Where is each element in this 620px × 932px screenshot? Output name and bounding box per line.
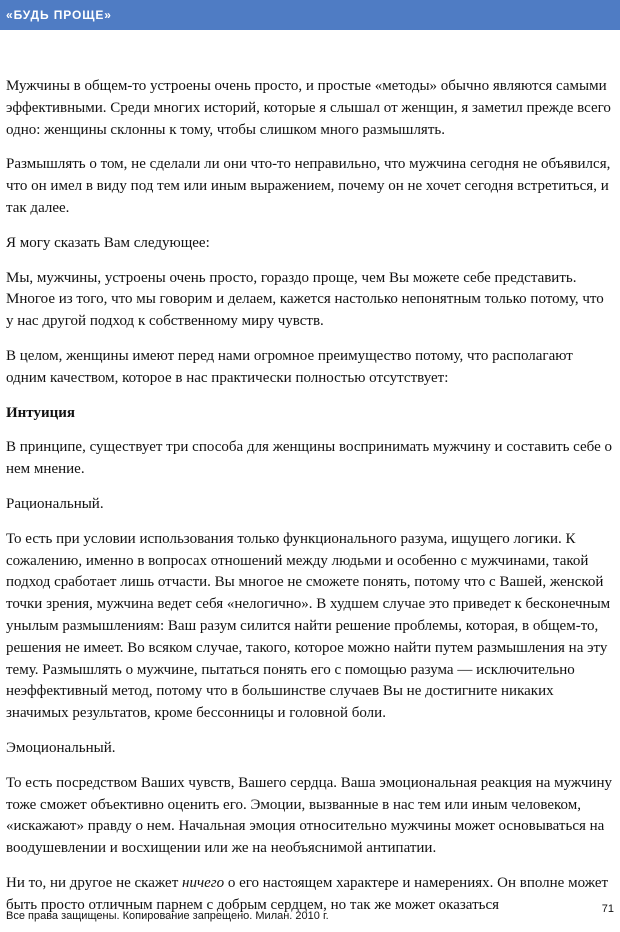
paragraph: Размышлять о том, не сделали ли они что-то неправильно, что мужчина сегодня не объявился, что он имел в виду под тем или иным выражением, почему он не хочет сегодня встретиться, и так далее. bbox=[6, 156, 611, 216]
paragraph: В целом, женщины имеют перед нами огромное преимущество потому, что располагают одним качеством, которое в нас практически полностью отсутствует: bbox=[6, 347, 573, 386]
emphasis-text: ничего bbox=[182, 874, 225, 891]
page-content bbox=[6, 76, 614, 930]
paragraph: Мы, мужчины, устроены очень просто, гораздо проще, чем Вы можете себе представить. Многое из того, что мы говорим и делаем, кажется настолько непонятным только потому, что у нас другой подход к собственному миру чувств. bbox=[6, 269, 604, 330]
paragraph: Мужчины в общем-то устроены очень просто, и простые «методы» обычно являются самыми эффективными. Среди многих историй, которые я слышал от женщин, я заметил прежде всего одно: женщины склонны к тому, чтобы слишком много размышлять. bbox=[6, 78, 611, 138]
paragraph: Я могу сказать Вам следующее: bbox=[6, 234, 210, 251]
paragraph-text: Ни то, ни другое не скажет bbox=[6, 874, 183, 891]
footer-copyright: Все права защищены. Копирование запрещено. Милан. 2010 г. bbox=[6, 910, 329, 922]
page-number: 71 bbox=[601, 903, 614, 915]
paragraph: Рациональный. bbox=[6, 495, 104, 512]
paragraph: В принципе, существует три способа для женщины воспринимать мужчину и составить себе о нем мнение. bbox=[6, 439, 613, 478]
paragraph: То есть при условии использования только функционального разума, ищущего логики. К сожалению, именно в вопросах отношений между людьми и особенно с мужчинами, такой подход сработает лишь отчасти. Вы многое не сможете понять, потому что с Вашей, женской точки зрения, мужчина ведет себя «нелогично». В худшем случае это приведет к бесконечным унылым размышлениям: Ваш разум силится найти решение проблемы, которая, в общем-то, решения не имеет. Во всяком случае, такого, которое можно найти путем размышления на эту тему. Размышлять о мужчине, пытаться понять его с помощью разума — исключительно неэффективный метод, потому что в большинстве случаев Вы не достигните никаких значимых результатов, кроме бессонницы и головной боли. bbox=[6, 530, 611, 722]
paragraph: Эмоциональный. bbox=[6, 739, 116, 756]
paragraph: То есть посредством Ваших чувств, Вашего сердца. Ваша эмоциональная реакция на мужчину тоже сможет объективно оценить его. Эмоции, вызванные в нас тем или иным человеком, «искажают» правду о нем. Начальная эмоция относительно мужчины может основываться на воодушевлении и восхищении или же на необъяснимой антипатии. bbox=[6, 774, 613, 857]
paragraph-text: о его настоящем характере и намерениях. Он вполне может быть просто отличным парнем с добрым сердцем, но так же может оказаться bbox=[6, 874, 609, 913]
header-bar bbox=[0, 0, 620, 30]
section-heading: Интуиция bbox=[6, 404, 76, 421]
header-title: «БУДЬ ПРОЩЕ» bbox=[6, 8, 112, 22]
